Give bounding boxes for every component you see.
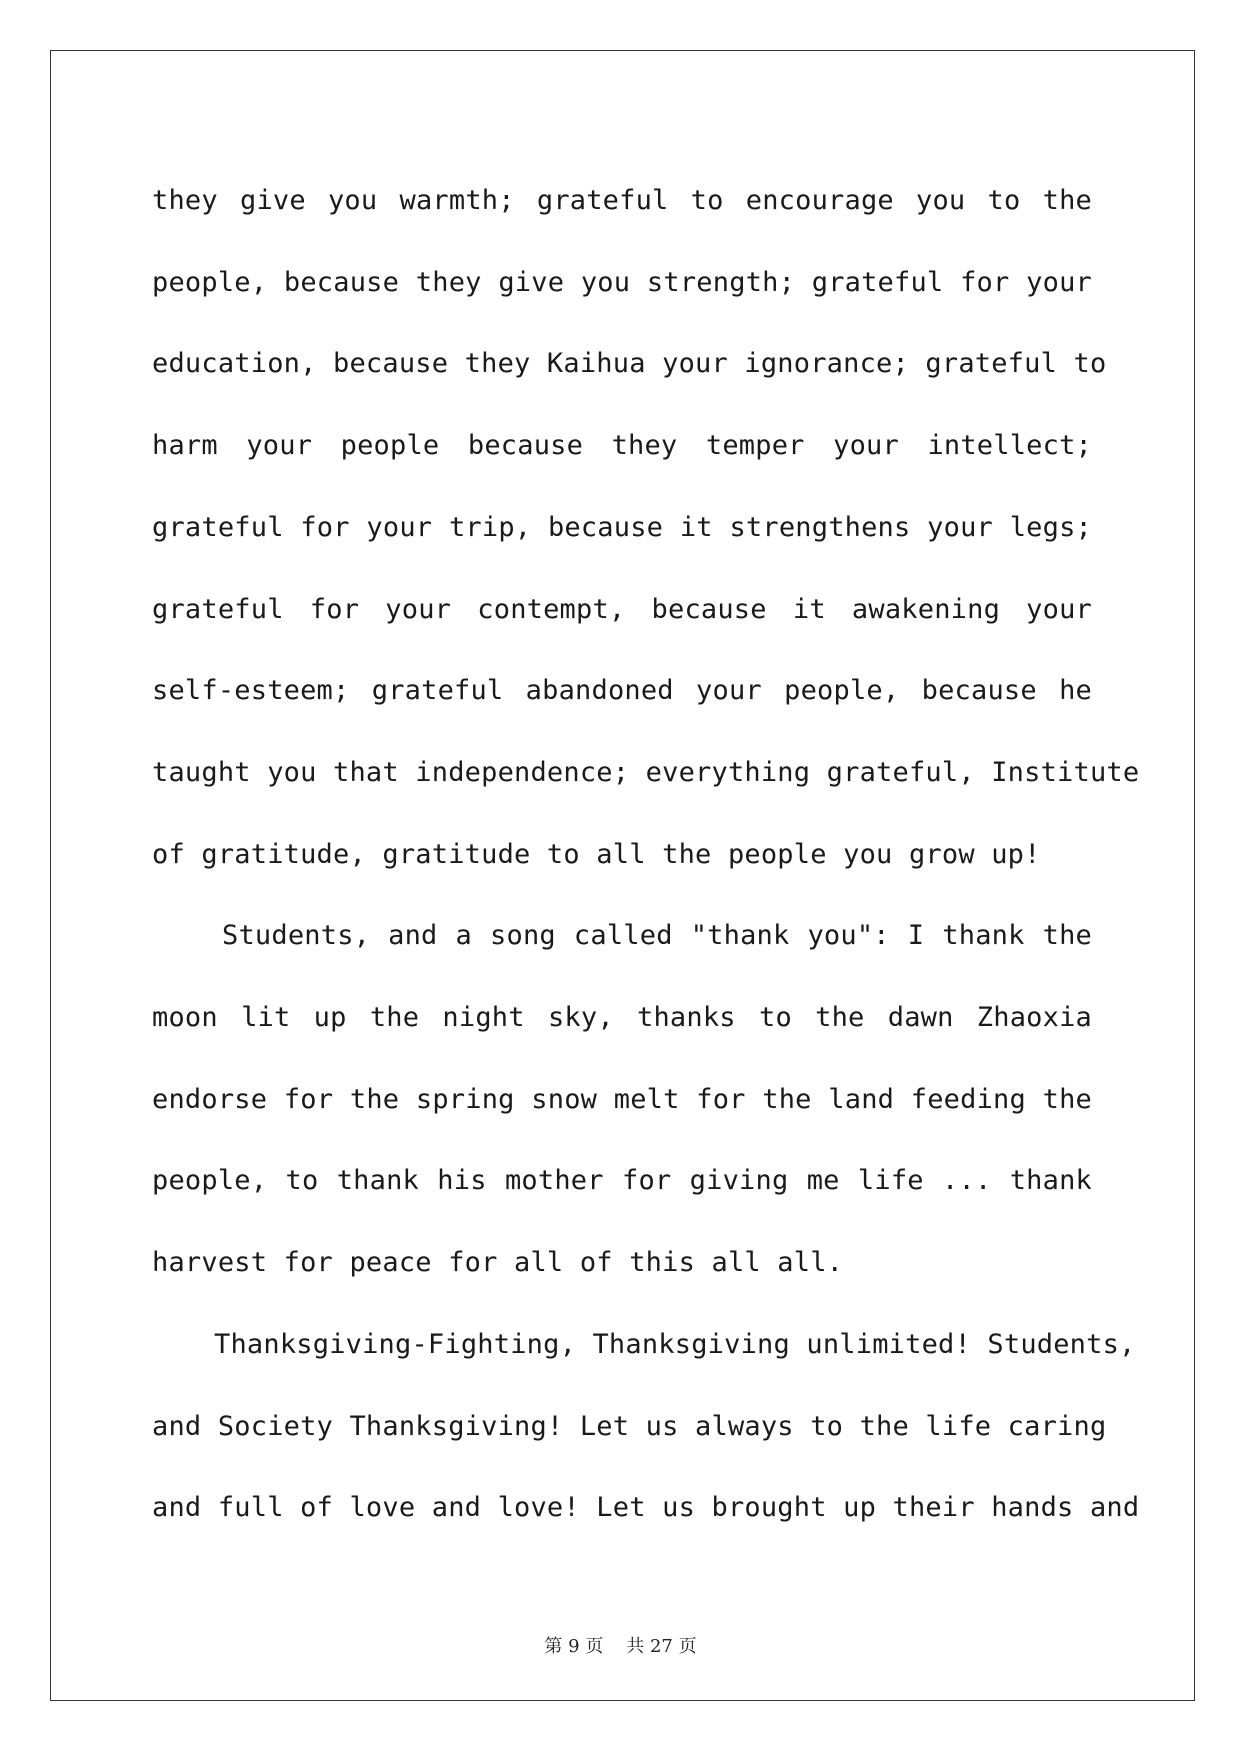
- paragraph: [152, 160, 1140, 895]
- text-line: people, to thank his mother for giving me life ... thank: [152, 1165, 1092, 1197]
- text-line: taught you that independence; everything grateful, Institute: [152, 756, 1140, 788]
- text-line: people, because they give you strength; grateful for your: [152, 266, 1092, 298]
- text-line: endorse for the spring snow melt for the land feeding the: [152, 1083, 1092, 1115]
- text-line: grateful for your contempt, because it awakening your: [152, 593, 1092, 625]
- text-line: harm your people because they temper your intellect;: [152, 430, 1092, 462]
- paragraph: [152, 1304, 1140, 1549]
- text-line: harvest for peace for all of this all all.: [152, 1247, 844, 1279]
- text-line: grateful for your trip, because it strengthens your legs;: [152, 511, 1092, 543]
- document-body: [152, 160, 1140, 1549]
- text-line: self-esteem; grateful abandoned your people, because he: [152, 675, 1092, 707]
- text-line: they give you warmth; grateful to encourage you to the: [152, 185, 1092, 216]
- text-line: moon lit up the night sky, thanks to the dawn Zhaoxia: [152, 1002, 1092, 1034]
- page-total: 共 27 页: [626, 1636, 697, 1657]
- page-number: 第 9 页: [544, 1636, 604, 1657]
- text-line: and Society Thanksgiving! Let us always to the life caring: [152, 1410, 1107, 1442]
- text-line: and full of love and love! Let us brought up their hands and: [152, 1492, 1140, 1524]
- text-line: of gratitude, gratitude to all the people you grow up!: [152, 838, 1041, 870]
- text-line: Thanksgiving-Fighting, Thanksgiving unlimited! Students,: [214, 1328, 1136, 1360]
- paragraph: [152, 895, 1092, 1304]
- page-footer: [0, 1632, 1241, 1658]
- text-line: Students, and a song called "thank you": I thank the: [222, 920, 1092, 952]
- text-line: education, because they Kaihua your ignorance; grateful to: [152, 348, 1107, 380]
